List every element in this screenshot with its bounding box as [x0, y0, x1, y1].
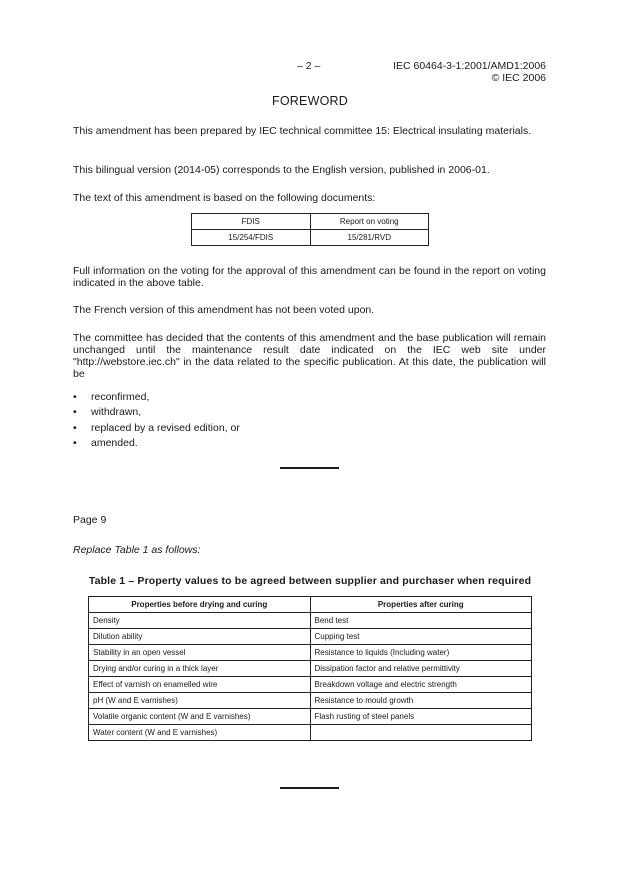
list-item [73, 405, 240, 420]
page-reference: Page 9 [73, 514, 107, 526]
paragraph-french-version: The French version of this amendment has not been voted upon. [73, 304, 375, 316]
table-cell: Cupping test [310, 629, 532, 645]
end-divider [280, 787, 339, 789]
table-cell: pH (W and E varnishes) [89, 693, 311, 709]
table-cell: Breakdown voltage and electric strength [310, 677, 532, 693]
table-row [89, 677, 532, 693]
property-values-table [88, 596, 532, 741]
publication-outcomes-list [73, 390, 240, 451]
documents-table-cell: 15/281/RVD [310, 230, 429, 246]
document-reference [393, 60, 546, 84]
property-table-header-cell: Properties after curing [310, 597, 532, 613]
table-cell: Density [89, 613, 311, 629]
property-table-header-row [89, 597, 532, 613]
list-item-text: amended. [91, 436, 138, 449]
page-number: – 2 – [297, 60, 321, 72]
paragraph-maintenance: The committee has decided that the contents of this amendment and the base publication will remain unchanged until the maintenance result date indicated on the IEC web site under "http://webstore.iec.ch" in the data related to the specific publication. At this date, the publication will be [73, 332, 546, 380]
table-row [89, 629, 532, 645]
table-cell: Volatile organic content (W and E varnishes) [89, 709, 311, 725]
section-divider [280, 467, 339, 469]
list-item-text: withdrawn, [91, 406, 142, 419]
table-cell: Dissipation factor and relative permittivity [310, 661, 532, 677]
table-row [89, 725, 532, 741]
list-item [73, 390, 240, 405]
document-id: IEC 60464-3-1:2001/AMD1:2006 [393, 60, 546, 72]
list-item [73, 436, 240, 451]
list-item [73, 421, 240, 436]
table-row [89, 613, 532, 629]
documents-table-header-cell: FDIS [192, 214, 311, 230]
table-cell: Dilution ability [89, 629, 311, 645]
paragraph-based-on: The text of this amendment is based on the following documents: [73, 192, 376, 204]
foreword-title: FOREWORD [272, 94, 348, 108]
table-cell: Effect of varnish on enamelled wire [89, 677, 311, 693]
table-cell [310, 725, 532, 741]
table-cell: Bend test [310, 613, 532, 629]
table-row [89, 709, 532, 725]
table-cell: Resistance to mould growth [310, 693, 532, 709]
table-cell: Resistance to liquids (Including water) [310, 645, 532, 661]
documents-table-header-row [192, 214, 429, 230]
table-caption: Table 1 – Property values to be agreed between supplier and purchaser when required [88, 575, 532, 587]
table-cell: Stability in an open vessel [89, 645, 311, 661]
bullet-icon: • [73, 406, 77, 419]
table-cell: Flash rusting of steel panels [310, 709, 532, 725]
documents-table [191, 213, 429, 246]
paragraph-voting-info: Full information on the voting for the approval of this amendment can be found in the report on voting indicated in the above table. [73, 265, 546, 289]
documents-table-cell: 15/254/FDIS [192, 230, 311, 246]
bullet-icon: • [73, 421, 77, 434]
table-row [89, 661, 532, 677]
list-item-text: replaced by a revised edition, or [91, 421, 240, 434]
paragraph-bilingual: This bilingual version (2014-05) corresponds to the English version, published in 2006-01. [73, 164, 490, 176]
table-row [89, 693, 532, 709]
bullet-icon: • [73, 436, 77, 449]
list-item-text: reconfirmed, [91, 391, 150, 403]
table-cell: Water content (W and E varnishes) [89, 725, 311, 741]
documents-table-header-cell: Report on voting [310, 214, 429, 230]
property-table-header-cell: Properties before drying and curing [89, 597, 311, 613]
amendment-instruction: Replace Table 1 as follows: [73, 544, 201, 556]
table-cell: Drying and/or curing in a thick layer [89, 661, 311, 677]
copyright-notice: © IEC 2006 [491, 72, 546, 84]
paragraph-committee: This amendment has been prepared by IEC technical committee 15: Electrical insulating materials. [73, 125, 532, 137]
bullet-icon: • [73, 391, 77, 403]
documents-table-row [192, 230, 429, 246]
table-row [89, 645, 532, 661]
